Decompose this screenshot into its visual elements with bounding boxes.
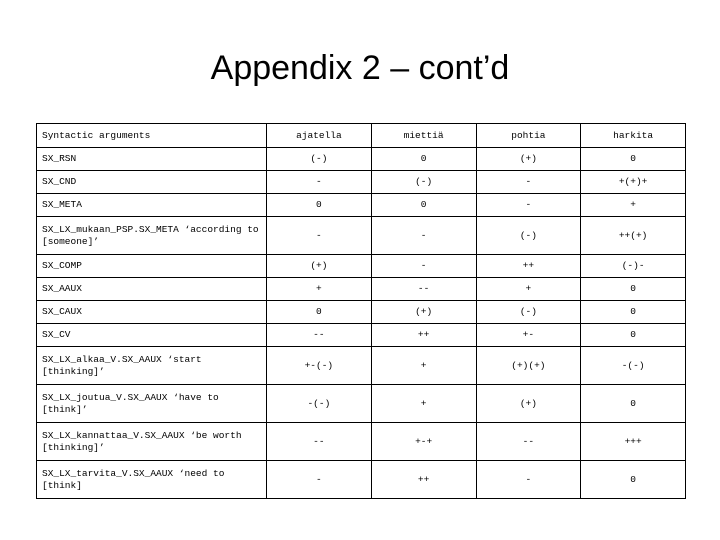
table-cell: (-) <box>476 301 581 324</box>
row-label: SX_CND <box>37 171 267 194</box>
table-row <box>37 278 686 301</box>
table-cell: -- <box>267 423 372 461</box>
table-cell: 0 <box>267 194 372 217</box>
row-label: SX_LX_alkaa_V.SX_AAUX ‘start [thinking]’ <box>37 347 267 385</box>
table-cell: 0 <box>581 148 686 171</box>
table-cell: (-) <box>371 171 476 194</box>
syntactic-arguments-table-container <box>36 123 685 499</box>
table-cell: -(-) <box>267 385 372 423</box>
row-label: SX_LX_joutua_V.SX_AAUX ‘have to [think]’ <box>37 385 267 423</box>
column-header: miettiä <box>371 124 476 148</box>
table-cell: -- <box>476 423 581 461</box>
column-header: ajatella <box>267 124 372 148</box>
table-cell: 0 <box>581 385 686 423</box>
table-cell: ++ <box>371 461 476 499</box>
syntactic-arguments-table <box>36 123 686 499</box>
table-cell: +- <box>476 324 581 347</box>
row-label: SX_AAUX <box>37 278 267 301</box>
table-row <box>37 148 686 171</box>
table-cell: ++ <box>371 324 476 347</box>
table-cell: (+) <box>267 255 372 278</box>
table-cell: 0 <box>371 194 476 217</box>
table-cell: -- <box>267 324 372 347</box>
table-cell: - <box>476 194 581 217</box>
table-cell: 0 <box>581 461 686 499</box>
table-cell: + <box>371 385 476 423</box>
table-cell: 0 <box>581 278 686 301</box>
table-cell: ++(+) <box>581 217 686 255</box>
table-row <box>37 217 686 255</box>
table-row <box>37 194 686 217</box>
table-cell: - <box>476 461 581 499</box>
table-cell: +(+)+ <box>581 171 686 194</box>
row-label: SX_COMP <box>37 255 267 278</box>
table-cell: + <box>581 194 686 217</box>
table-cell: + <box>267 278 372 301</box>
table-cell: - <box>371 217 476 255</box>
column-header: harkita <box>581 124 686 148</box>
table-cell: (+) <box>371 301 476 324</box>
table-cell: (-) <box>476 217 581 255</box>
table-cell: +++ <box>581 423 686 461</box>
table-cell: (+)(+) <box>476 347 581 385</box>
table-cell: - <box>267 217 372 255</box>
table-row <box>37 301 686 324</box>
table-cell: 0 <box>581 301 686 324</box>
table-cell: (+) <box>476 148 581 171</box>
table-row <box>37 385 686 423</box>
table-cell: 0 <box>267 301 372 324</box>
table-row <box>37 324 686 347</box>
table-row <box>37 255 686 278</box>
table-cell: + <box>476 278 581 301</box>
table-header-row <box>37 124 686 148</box>
table-cell: - <box>476 171 581 194</box>
column-header: Syntactic arguments <box>37 124 267 148</box>
table-cell: +-+ <box>371 423 476 461</box>
row-label: SX_LX_mukaan_PSP.SX_META ‘according to [someone]’ <box>37 217 267 255</box>
row-label: SX_META <box>37 194 267 217</box>
table-cell: 0 <box>581 324 686 347</box>
table-cell: 0 <box>371 148 476 171</box>
table-row <box>37 171 686 194</box>
table-row <box>37 423 686 461</box>
table-cell: (-)- <box>581 255 686 278</box>
table-row <box>37 461 686 499</box>
column-header: pohtia <box>476 124 581 148</box>
table-cell: - <box>267 461 372 499</box>
row-label: SX_LX_tarvita_V.SX_AAUX ‘need to [think] <box>37 461 267 499</box>
table-cell: -(-) <box>581 347 686 385</box>
row-label: SX_RSN <box>37 148 267 171</box>
table-cell: + <box>371 347 476 385</box>
row-label: SX_LX_kannattaa_V.SX_AAUX ‘be worth [thinking]’ <box>37 423 267 461</box>
table-cell: -- <box>371 278 476 301</box>
table-cell: +-(-) <box>267 347 372 385</box>
slide-title: Appendix 2 – cont’d <box>210 49 510 87</box>
table-cell: - <box>267 171 372 194</box>
row-label: SX_CAUX <box>37 301 267 324</box>
row-label: SX_CV <box>37 324 267 347</box>
table-cell: (+) <box>476 385 581 423</box>
table-row <box>37 347 686 385</box>
table-cell: - <box>371 255 476 278</box>
table-cell: (-) <box>267 148 372 171</box>
table-cell: ++ <box>476 255 581 278</box>
